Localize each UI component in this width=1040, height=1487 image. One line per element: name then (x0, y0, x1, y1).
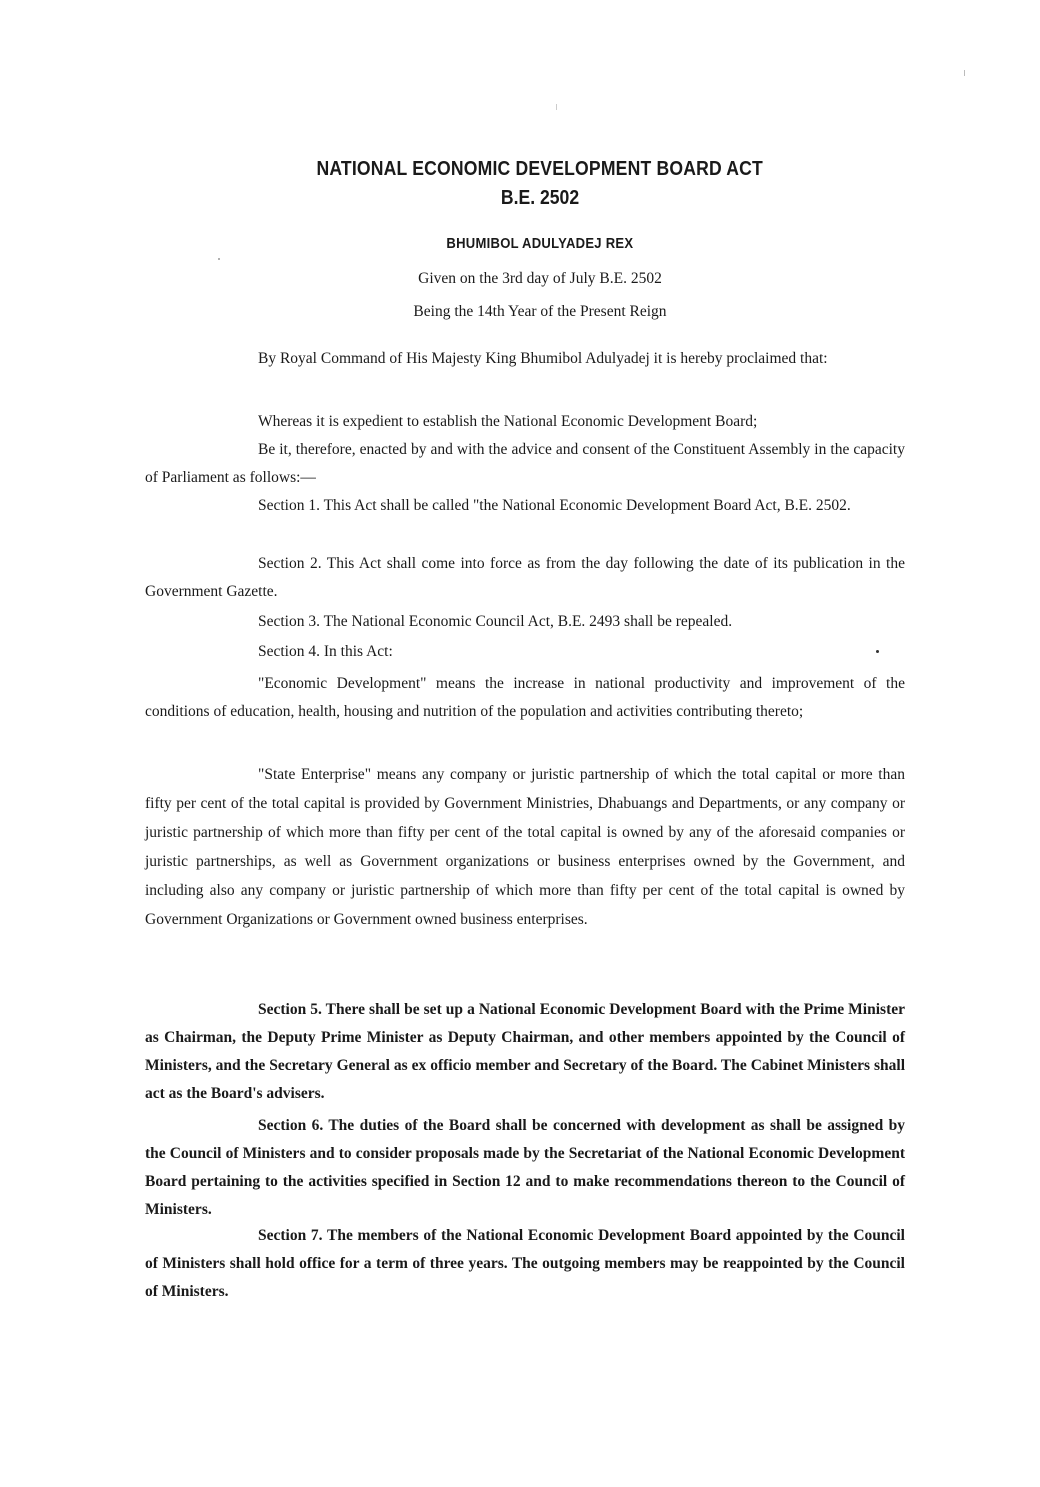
section-5-paragraph: Section 5. There shall be set up a National Economic Development Board with the Prime Minister as Chairman, the Deputy Prime Minister as Deputy Chairman, and other members appointed by the Council of Ministers, and the Secretary General as ex officio member and Secretary of the Board. The Cabinet Ministers shall act as the Board's advisers. (145, 1001, 905, 1102)
proclamation-paragraph: By Royal Command of His Majesty King Bhumibol Adulyadej it is hereby proclaimed that: (258, 350, 828, 367)
scan-speck (876, 650, 879, 653)
section-3-paragraph: Section 3. The National Economic Council Act, B.E. 2493 shall be repealed. (258, 613, 733, 630)
section-2-paragraph: Section 2. This Act shall come into force as from the day following the date of its publication in the Government Gazette. (145, 555, 905, 600)
whereas-paragraph: Whereas it is expedient to establish the National Economic Development Board; (258, 413, 758, 430)
title-block (0, 158, 1040, 210)
definition-state-enterprise: "State Enterprise" means any company or juristic partnership of which the total capital or more than fifty per cent of the total capital is provided by Government Ministries, Dhabuangs and Departments, or any company or juristic partnership of which more than fifty per cent of the total capital is owned by any of the aforesaid companies or juristic partnerships, as well as Government organizations or business enterprises owned by the Government, and including also any company or juristic partnership of which more than fifty per cent of the total capital is owned by Government Organizations or Government owned business enterprises. (145, 766, 905, 928)
scan-speck (964, 70, 965, 76)
section-4-paragraph: Section 4. In this Act: (258, 643, 393, 660)
section-6-paragraph: Section 6. The duties of the Board shall be concerned with development as shall be assigned by the Council of Ministers and to consider proposals made by the Secretariat of the National Economic Development Board pertaining to the activities specified in Section 12 and to make recommendations thereon to the Council of Ministers. (145, 1117, 905, 1218)
given-date (0, 270, 1040, 288)
section-1-paragraph: Section 1. This Act shall be called "the National Economic Development Board Act, B.E. 2502. (258, 497, 851, 514)
king-heading (0, 236, 1040, 252)
scan-speck (218, 258, 220, 260)
reign-year (0, 303, 1040, 321)
act-year: B.E. 2502 (500, 187, 580, 209)
section-7-paragraph: Section 7. The members of the National Economic Development Board appointed by the Council of Ministers shall hold office for a term of three years. The outgoing members may be reappointed by the Council of Ministers. (145, 1227, 905, 1300)
definition-economic-development: "Economic Development" means the increase in national productivity and improvement of the conditions of education, health, housing and nutrition of the population and activities contributing thereto; (145, 675, 905, 720)
reign-year-text: Being the 14th Year of the Present Reign (413, 303, 667, 320)
given-date-text: Given on the 3rd day of July B.E. 2502 (418, 270, 662, 287)
enactment-paragraph: Be it, therefore, enacted by and with the advice and consent of the Constituent Assembly in the capacity of Parliament as follows:— (145, 441, 905, 486)
king-name: BHUMIBOL ADULYADEJ REX (446, 236, 634, 252)
scan-speck (556, 104, 557, 110)
act-title: NATIONAL ECONOMIC DEVELOPMENT BOARD ACT (316, 158, 764, 180)
